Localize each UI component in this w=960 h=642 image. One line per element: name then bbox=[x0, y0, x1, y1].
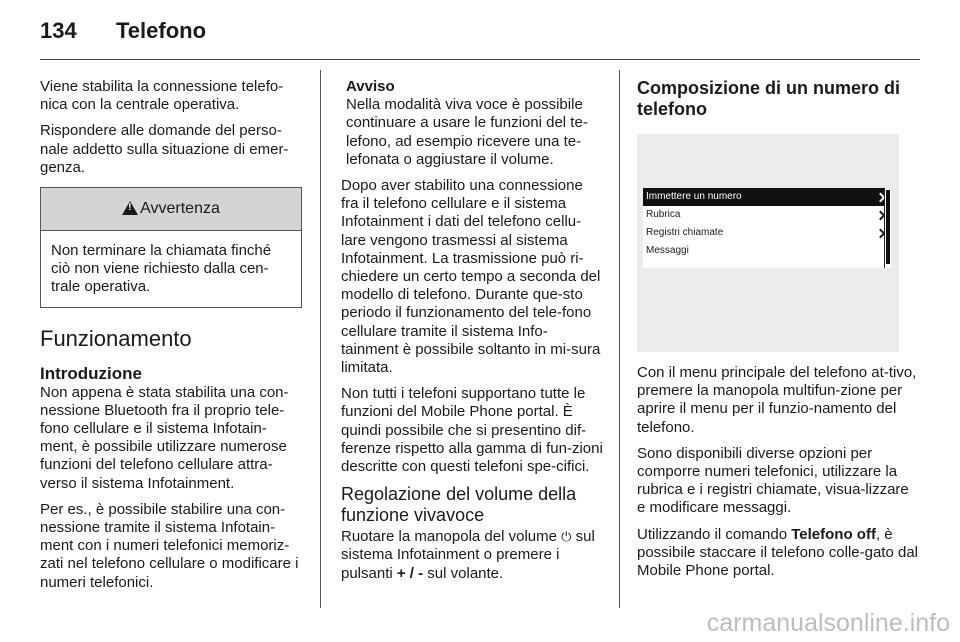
warning-icon bbox=[122, 201, 138, 215]
column-divider bbox=[320, 70, 321, 608]
menu-item-messaggi[interactable] bbox=[643, 242, 891, 260]
watermark: carmanualsonline.info bbox=[706, 609, 950, 637]
page-title: Telefono bbox=[116, 18, 207, 43]
text-run: sul sistema Infotainment o premere i pulsanti bbox=[341, 528, 595, 582]
button-label-plus-minus: + / - bbox=[396, 564, 424, 582]
header-rule bbox=[40, 59, 920, 60]
menu-item-immettere[interactable] bbox=[643, 188, 891, 206]
paragraph bbox=[341, 528, 603, 583]
menu-item-rubrica[interactable] bbox=[643, 206, 891, 224]
paragraph: Rispondere alle domande del perso-nale addetto sulla situazione di emer-genza. bbox=[40, 122, 289, 176]
text-run: sul volante. bbox=[423, 564, 504, 582]
menu-item-registri[interactable] bbox=[643, 224, 891, 242]
section-title: Composizione di un numero di telefono bbox=[637, 78, 900, 119]
paragraph bbox=[637, 526, 921, 581]
section-title: Funzionamento bbox=[40, 325, 192, 351]
column-divider bbox=[619, 70, 620, 608]
text-run: Ruotare la manopola del volume bbox=[341, 528, 562, 546]
phone-menu bbox=[643, 188, 891, 268]
paragraph: Per es., è possibile stabilire una con-nessione tramite il sistema Infotain-ment con i numeri telefonici memoriz-zati nel telefono cellulare o modificare i numeri telefonici. bbox=[40, 500, 299, 591]
power-icon: ⏻ bbox=[561, 529, 572, 545]
text-run: , è possibile staccare il telefono colle-gato dal Mobile Phone portal. bbox=[637, 525, 918, 580]
scrollbar-thumb[interactable] bbox=[886, 190, 890, 264]
warning-heading: Avvertenza bbox=[140, 199, 220, 217]
section-title: Regolazione del volume della funzione vivavoce bbox=[341, 484, 577, 526]
page-number: 134 bbox=[40, 18, 77, 43]
text-run: Utilizzando il comando bbox=[637, 525, 792, 543]
note-title: Avviso bbox=[346, 78, 395, 95]
paragraph: Con il menu principale del telefono at-tivo, premere la manopola multifun-zione per aprire il menu per il funzio-namento del telefono. bbox=[637, 364, 917, 436]
subsection-title: Introduzione bbox=[40, 363, 142, 383]
menu-item-label: Immettere un numero bbox=[646, 190, 742, 202]
paragraph: Sono disponibili diverse opzioni per comporre numeri telefonici, utilizzare la rubrica e i registri chiamate, visua-lizzare e modificare messaggi. bbox=[637, 444, 909, 517]
paragraph: Viene stabilita la connessione telefo-nica con la centrale operativa. bbox=[40, 78, 284, 114]
column-3 bbox=[637, 78, 921, 588]
screen-image bbox=[637, 134, 899, 352]
menu-item-label: Rubrica bbox=[646, 208, 681, 220]
command-label: Telefono off bbox=[791, 525, 876, 543]
column-2 bbox=[341, 78, 603, 591]
menu-item-label: Messaggi bbox=[646, 244, 689, 256]
note-block bbox=[341, 78, 603, 169]
note-body: Nella modalità viva voce è possibile continuare a usare le funzioni del te-lefono, ad esempio ricevere una te-lefonata o aggiustare il volume. bbox=[346, 96, 588, 168]
warning-header bbox=[41, 188, 301, 231]
paragraph: Non appena è stata stabilita una con-nessione Bluetooth fra il proprio tele-fono cellulare e il sistema Infotain-ment, è possibile utilizzare numerose funzioni del telefono cellulare attra-verso il sistema Infotainment. bbox=[40, 383, 289, 492]
menu-item-label: Registri chiamate bbox=[646, 226, 724, 238]
warning-box bbox=[40, 187, 302, 308]
warning-body: Non terminare la chiamata finché ciò non viene richiesto dalla cen-trale operativa. bbox=[51, 242, 272, 296]
paragraph: Non tutti i telefoni supportano tutte le funzioni del Mobile Phone portal. È quindi possibile che si presentino dif-ferenze rispetto alla gamma di fun-zioni descritte con questi telefoni spe-cifici. bbox=[341, 385, 603, 476]
paragraph: Dopo aver stabilito una connessione fra il telefono cellulare e il sistema Infotainment i dati del telefono cellu-lare vengono trasmessi al sistema Infotainment. La trasmissione può ri-chiedere un certo tempo a seconda del modello di telefono. Durante que-sto periodo il funzionamento del tele-fono cellulare tramite il sistema Info-tainment è possibile soltanto in mi-sura limitata. bbox=[341, 177, 601, 377]
menu-scrollbar[interactable] bbox=[884, 188, 891, 268]
column-1 bbox=[40, 78, 302, 600]
